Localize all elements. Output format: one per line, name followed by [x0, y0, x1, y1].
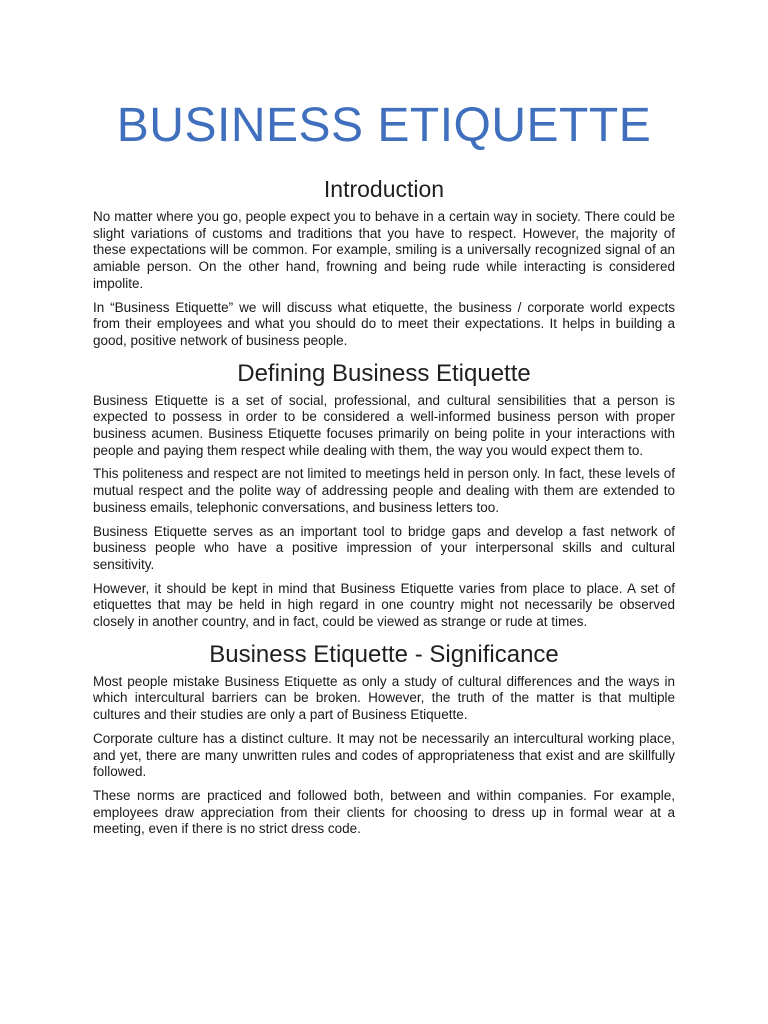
paragraph: Business Etiquette serves as an important tool to bridge gaps and develop a fast network of business people who have a positive impression of your interpersonal skills and cultural sensitivity. — [93, 523, 675, 572]
section-heading: Defining Business Etiquette — [237, 359, 531, 387]
paragraph: In “Business Etiquette” we will discuss what etiquette, the business / corporate world expects from their employees and what you should do to meet their expectations. It helps in building a good, positive network of business people. — [93, 299, 675, 348]
section-heading: Business Etiquette - Significance — [209, 640, 559, 668]
paragraph: Most people mistake Business Etiquette as only a study of cultural differences and the ways in which intercultural barriers can be broken. However, the truth of the matter is that multiple cultures and their studies are only a part of Business Etiquette. — [93, 673, 675, 723]
document-title: BUSINESS ETIQUETTE — [116, 99, 652, 152]
section-business-etiquette-significance — [93, 638, 675, 838]
paragraph: Business Etiquette is a set of social, professional, and cultural sensibilities that a person is expected to possess in order to be considered a well-informed business person with proper business acumen. Business Etiquette focuses primarily on being polite in your interactions with people and paying them respect while dealing with them, the way you would expect them to. — [93, 392, 675, 458]
paragraph: This politeness and respect are not limited to meetings held in person only. In fact, these levels of mutual respect and the polite way of addressing people and dealing with them are extended to business emails, telephonic conversations, and business letters too. — [93, 466, 675, 515]
section-heading: Introduction — [323, 176, 445, 202]
paragraph: No matter where you go, people expect you to behave in a certain way in society. There could be slight variations of customs and traditions that you have to respect. However, the majority of these expectations will be common. For example, smiling is a universally recognized signal of an amiable person. On the other hand, frowning and being rude while interacting is considered impolite. — [93, 209, 675, 291]
paragraph: However, it should be kept in mind that Business Etiquette varies from place to place. A set of etiquettes that may be held in high regard in one country might not necessarily be observed closely in another country, and in fact, could be viewed as strange or rude at times. — [93, 580, 675, 630]
document-body — [93, 172, 675, 845]
paragraph: Corporate culture has a distinct culture. It may not be necessarily an intercultural working place, and yet, there are many unwritten rules and codes of appropriateness that exist and are skillfully followed. — [93, 730, 675, 780]
section-defining-business-etiquette — [93, 357, 675, 631]
section-introduction — [93, 172, 675, 350]
paragraph: These norms are practiced and followed both, between and within companies. For example, employees draw appreciation from their clients for choosing to dress up in formal wear at a meeting, even if there is no strict dress code. — [93, 787, 675, 837]
